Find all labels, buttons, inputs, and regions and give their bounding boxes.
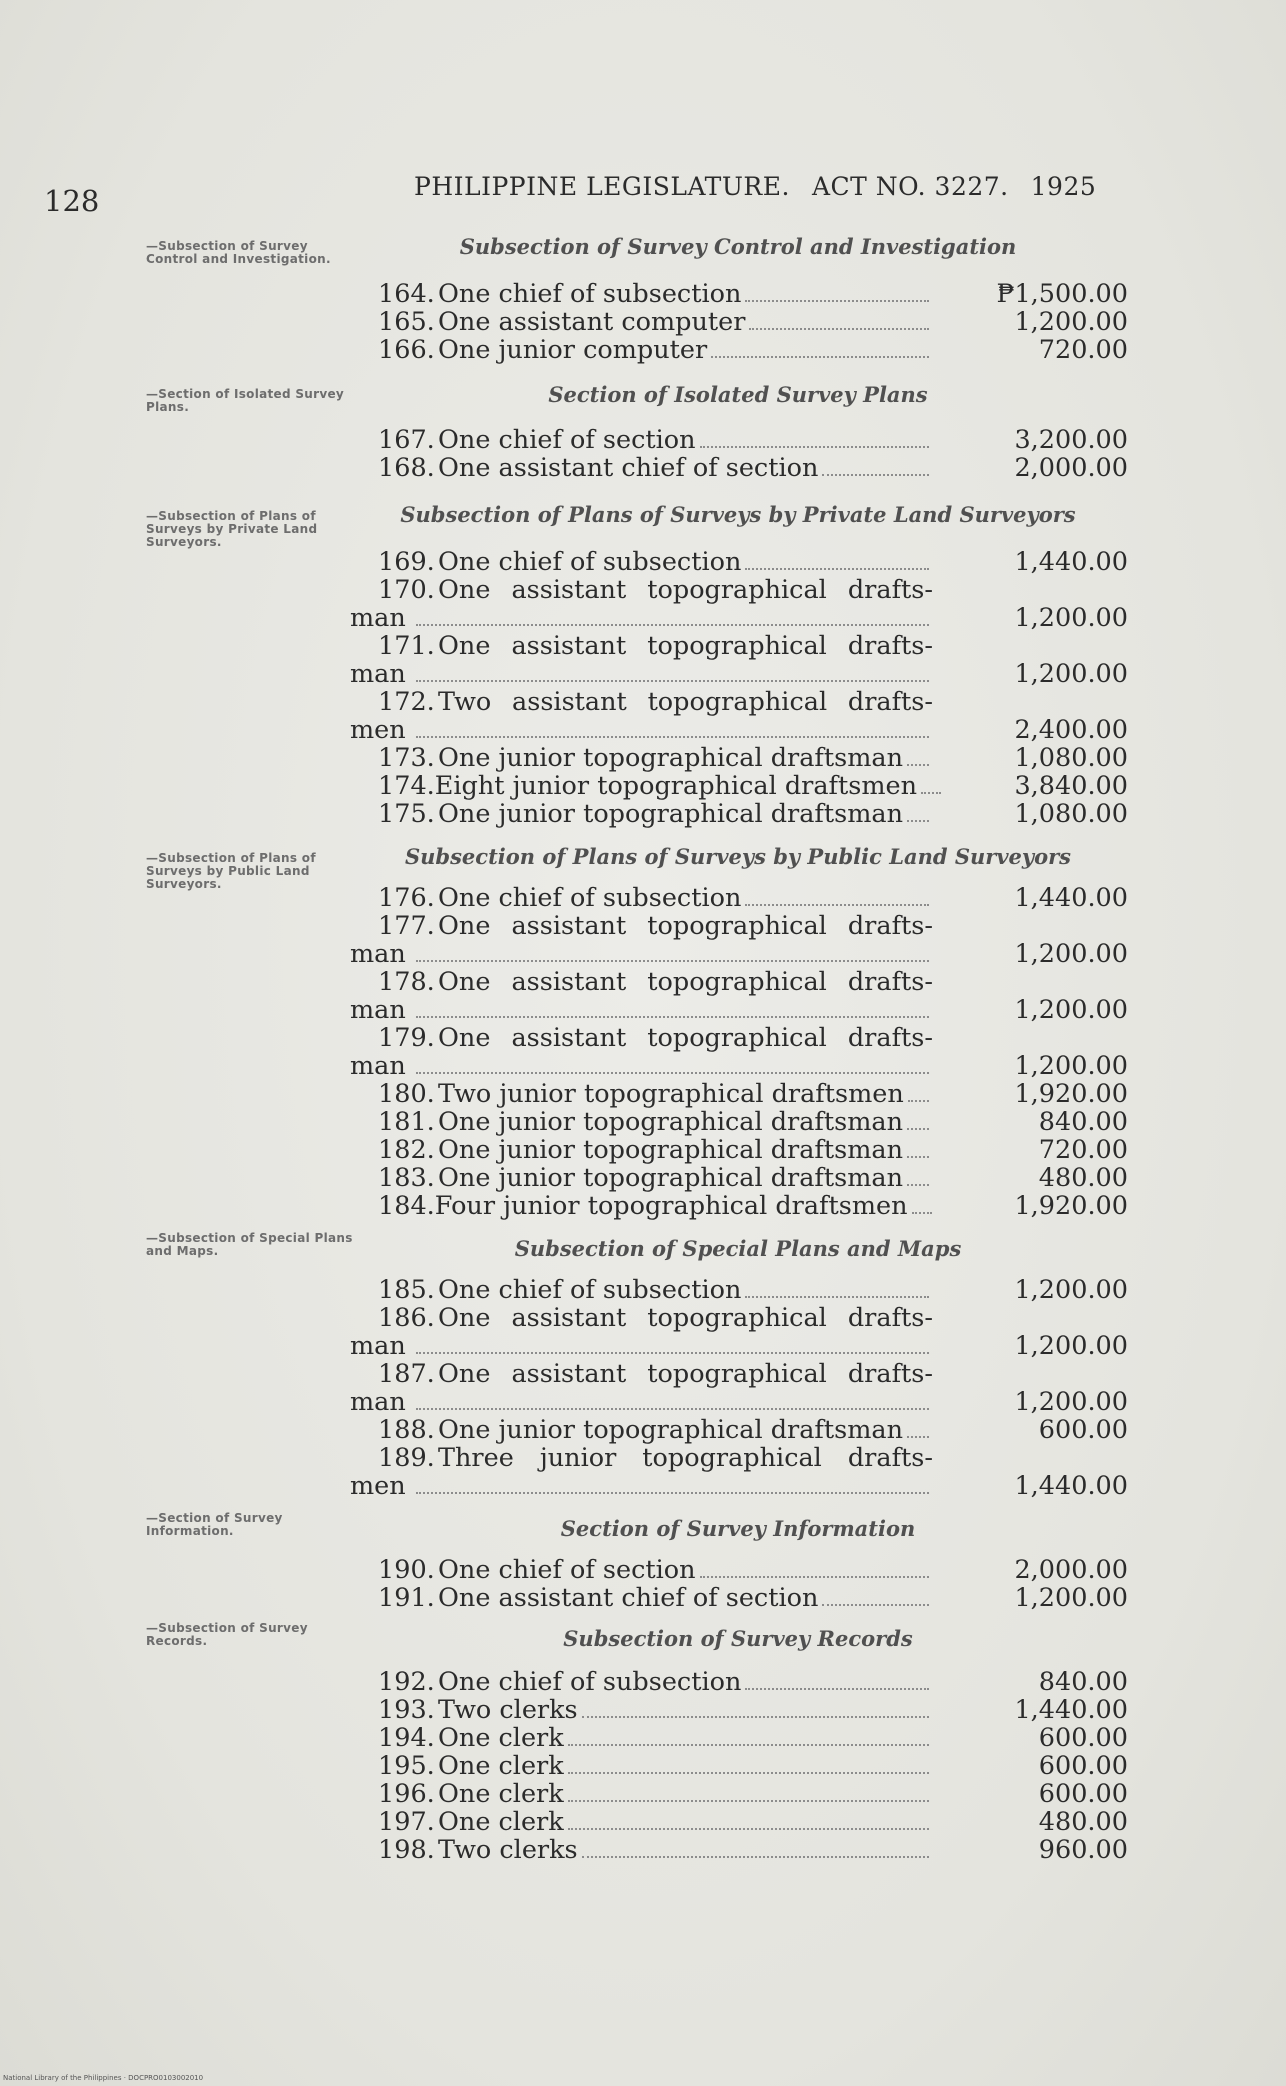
item-description: One junior topographical draftsman [438, 799, 904, 829]
continuation-text: man [350, 1051, 406, 1081]
leader-dots [908, 1100, 929, 1102]
section-heading: Subsection of Special Plans and Maps [514, 1236, 962, 1261]
item-amount: 1,440.00 [1014, 1471, 1128, 1501]
item-description: Three junior topographical drafts- [438, 1443, 933, 1473]
margin-note: —Subsection of Plans of Surveys by Private Land Surveyors. [146, 509, 318, 549]
item-number: 191. [378, 1583, 435, 1613]
item-amount: 600.00 [1038, 1751, 1128, 1781]
item-continuation [350, 1472, 933, 1500]
item-amount: 720.00 [1038, 1135, 1128, 1165]
leader-dots [568, 1828, 929, 1830]
item-amount: 2,000.00 [1014, 1555, 1128, 1585]
running-head-title: PHILIPPINE LEGISLATURE. [414, 172, 790, 201]
item-number: 194. [378, 1723, 435, 1753]
item-description: One assistant topographical drafts- [438, 1359, 933, 1389]
item-amount: 1,440.00 [1014, 883, 1128, 913]
item-number: 182. [378, 1135, 435, 1165]
item-amount: 1,440.00 [1014, 1695, 1128, 1725]
section-heading: Section of Survey Information [560, 1516, 916, 1541]
item-description: One junior topographical draftsman [438, 1107, 904, 1137]
item-description: One assistant topographical drafts- [438, 575, 933, 605]
item-number: 170. [378, 575, 435, 605]
item-amount: 600.00 [1038, 1723, 1128, 1753]
section-heading: Section of Isolated Survey Plans [548, 382, 928, 407]
leader-dots [568, 1744, 929, 1746]
item-description: Two clerks [438, 1835, 578, 1865]
item-line [378, 744, 933, 772]
leader-dots [745, 568, 929, 570]
margin-note: —Subsection of Plans of Surveys by Public Land Surveyors. [146, 851, 316, 891]
item-line [378, 1164, 933, 1192]
item-number: 174. [378, 771, 435, 801]
item-amount: 1,200.00 [1014, 603, 1128, 633]
item-amount: 1,200.00 [1014, 939, 1128, 969]
margin-note: —Section of Survey Information. [146, 1511, 283, 1538]
leader-dots [568, 1800, 929, 1802]
item-number: 197. [378, 1807, 435, 1837]
margin-note: —Subsection of Special Plans and Maps. [146, 1231, 353, 1258]
item-number: 176. [378, 883, 435, 913]
item-line [378, 1584, 933, 1612]
leader-dots [416, 960, 929, 962]
item-description: One chief of subsection [438, 547, 742, 577]
item-number: 178. [378, 967, 435, 997]
item-number: 196. [378, 1779, 435, 1809]
item-continuation [350, 1388, 933, 1416]
item-line [378, 632, 933, 660]
item-number: 193. [378, 1695, 435, 1725]
item-line [378, 772, 933, 800]
item-line [378, 1276, 933, 1304]
item-description: Two junior topographical draftsmen [438, 1079, 904, 1109]
item-description: One assistant topographical drafts- [438, 1303, 933, 1333]
item-line [378, 1108, 933, 1136]
leader-dots [745, 1296, 929, 1298]
item-description: One assistant topographical drafts- [438, 1023, 933, 1053]
leader-dots [749, 328, 929, 330]
item-description: One clerk [438, 1751, 564, 1781]
item-description: One chief of subsection [438, 279, 742, 309]
item-number: 187. [378, 1359, 435, 1389]
item-line [378, 1192, 933, 1220]
leader-dots [921, 792, 941, 794]
margin-note: —Subsection of Survey Records. [146, 1621, 308, 1648]
item-number: 177. [378, 911, 435, 941]
continuation-text: man [350, 1331, 406, 1361]
leader-dots [822, 1604, 929, 1606]
section-heading: Subsection of Survey Records [563, 1626, 913, 1651]
leader-dots [416, 736, 929, 738]
leader-dots [912, 1212, 932, 1214]
item-number: 171. [378, 631, 435, 661]
leader-dots [907, 1156, 929, 1158]
continuation-text: man [350, 995, 406, 1025]
item-number: 166. [378, 335, 435, 365]
leader-dots [416, 1072, 929, 1074]
item-line [378, 1444, 933, 1472]
item-continuation [350, 940, 933, 968]
leader-dots [582, 1856, 929, 1858]
item-line [378, 884, 933, 912]
leader-dots [416, 1492, 929, 1494]
leader-dots [907, 1128, 929, 1130]
item-amount: 720.00 [1038, 335, 1128, 365]
item-amount: 960.00 [1038, 1835, 1128, 1865]
item-amount: 1,200.00 [1014, 1331, 1128, 1361]
running-head-year: 1925 [1030, 172, 1097, 201]
item-line [378, 1416, 933, 1444]
item-number: 179. [378, 1023, 435, 1053]
continuation-text: men [350, 715, 406, 745]
item-description: One assistant topographical drafts- [438, 631, 933, 661]
item-continuation [350, 660, 933, 688]
item-description: One assistant topographical drafts- [438, 967, 933, 997]
item-description: One junior topographical draftsman [438, 1163, 904, 1193]
item-amount: 480.00 [1038, 1807, 1128, 1837]
leader-dots [700, 1576, 929, 1578]
leader-dots [582, 1716, 929, 1718]
item-line [378, 1696, 933, 1724]
item-description: Two clerks [438, 1695, 578, 1725]
item-amount: 480.00 [1038, 1163, 1128, 1193]
item-description: One junior computer [438, 335, 708, 365]
item-number: 169. [378, 547, 435, 577]
section-heading: Subsection of Survey Control and Investigation [459, 234, 1017, 259]
page-number: 128 [44, 184, 100, 218]
item-amount: 600.00 [1038, 1779, 1128, 1809]
item-number: 184. [378, 1191, 435, 1221]
item-line [378, 1024, 933, 1052]
item-continuation [350, 996, 933, 1024]
item-line [378, 800, 933, 828]
item-description: Four junior topographical draftsmen [434, 1191, 908, 1221]
item-amount: 3,840.00 [1014, 771, 1128, 801]
item-amount: 600.00 [1038, 1415, 1128, 1445]
leader-dots [907, 1184, 929, 1186]
item-amount: 1,200.00 [1014, 307, 1128, 337]
item-amount: 2,400.00 [1014, 715, 1128, 745]
item-line [378, 1080, 933, 1108]
leader-dots [822, 474, 929, 476]
item-number: 167. [378, 425, 435, 455]
item-amount: 1,200.00 [1014, 1051, 1128, 1081]
item-description: One assistant computer [438, 307, 746, 337]
item-continuation [350, 1052, 933, 1080]
item-description: One assistant topographical drafts- [438, 911, 933, 941]
leader-dots [907, 820, 929, 822]
item-description: One junior topographical draftsman [438, 1415, 904, 1445]
item-line [378, 1136, 933, 1164]
item-number: 173. [378, 743, 435, 773]
item-continuation [350, 1332, 933, 1360]
item-line [378, 1668, 933, 1696]
item-number: 165. [378, 307, 435, 337]
item-line [378, 280, 933, 308]
item-line [378, 1556, 933, 1584]
item-line [378, 1724, 933, 1752]
item-number: 185. [378, 1275, 435, 1305]
item-number: 181. [378, 1107, 435, 1137]
item-line [378, 426, 933, 454]
item-line [378, 1304, 933, 1332]
item-description: One chief of subsection [438, 1275, 742, 1305]
item-amount: 1,920.00 [1014, 1191, 1128, 1221]
section-heading: Subsection of Plans of Surveys by Private Land Surveyors [400, 502, 1076, 527]
leader-dots [711, 356, 929, 358]
item-line [378, 968, 933, 996]
item-amount: 1,200.00 [1014, 659, 1128, 689]
item-description: One junior topographical draftsman [438, 743, 904, 773]
item-description: One assistant chief of section [438, 453, 819, 483]
continuation-text: man [350, 939, 406, 969]
item-amount: 3,200.00 [1014, 425, 1128, 455]
item-line [378, 308, 933, 336]
item-number: 164. [378, 279, 435, 309]
leader-dots [700, 446, 929, 448]
item-line [378, 1752, 933, 1780]
item-amount: ₱1,500.00 [996, 279, 1128, 309]
continuation-text: man [350, 603, 406, 633]
continuation-text: men [350, 1471, 406, 1501]
item-line [378, 1360, 933, 1388]
item-description: Two assistant topographical drafts- [438, 687, 933, 717]
item-number: 186. [378, 1303, 435, 1333]
item-number: 168. [378, 453, 435, 483]
item-description: One junior topographical draftsman [438, 1135, 904, 1165]
item-number: 190. [378, 1555, 435, 1585]
item-amount: 1,200.00 [1014, 1387, 1128, 1417]
item-amount: 840.00 [1038, 1667, 1128, 1697]
item-description: One clerk [438, 1723, 564, 1753]
item-amount: 840.00 [1038, 1107, 1128, 1137]
leader-dots [416, 624, 929, 626]
continuation-text: man [350, 1387, 406, 1417]
item-description: One chief of subsection [438, 1667, 742, 1697]
leader-dots [416, 680, 929, 682]
footer-credit: National Library of the Philippines · DOCPRO0103002010 [3, 2074, 204, 2082]
item-description: One clerk [438, 1779, 564, 1809]
item-description: Eight junior topographical draftsmen [434, 771, 918, 801]
item-amount: 2,000.00 [1014, 453, 1128, 483]
item-amount: 1,080.00 [1014, 743, 1128, 773]
item-line [378, 1836, 933, 1864]
item-amount: 1,200.00 [1014, 995, 1128, 1025]
leader-dots [568, 1772, 929, 1774]
section-heading: Subsection of Plans of Surveys by Public Land Surveyors [404, 844, 1071, 869]
item-continuation [350, 604, 933, 632]
item-description: One chief of section [438, 425, 696, 455]
leader-dots [416, 1016, 929, 1018]
item-line [378, 1780, 933, 1808]
leader-dots [907, 1436, 929, 1438]
leader-dots [416, 1408, 929, 1410]
item-number: 192. [378, 1667, 435, 1697]
leader-dots [745, 300, 929, 302]
item-description: One chief of subsection [438, 883, 742, 913]
item-number: 172. [378, 687, 435, 717]
item-amount: 1,920.00 [1014, 1079, 1128, 1109]
continuation-text: man [350, 659, 406, 689]
item-amount: 1,200.00 [1014, 1583, 1128, 1613]
leader-dots [416, 1352, 929, 1354]
margin-note: —Section of Isolated Survey Plans. [146, 387, 345, 414]
item-continuation [350, 716, 933, 744]
item-number: 188. [378, 1415, 435, 1445]
leader-dots [745, 1688, 929, 1690]
item-line [378, 688, 933, 716]
running-head-act: ACT NO. 3227. [811, 172, 1009, 201]
item-line [378, 1808, 933, 1836]
item-description: One assistant chief of section [438, 1583, 819, 1613]
item-description: One chief of section [438, 1555, 696, 1585]
running-head [414, 172, 1096, 201]
item-line [378, 454, 933, 482]
item-line [378, 336, 933, 364]
item-amount: 1,440.00 [1014, 547, 1128, 577]
leader-dots [745, 904, 929, 906]
item-number: 175. [378, 799, 435, 829]
item-number: 180. [378, 1079, 435, 1109]
leader-dots [907, 764, 929, 766]
item-amount: 1,080.00 [1014, 799, 1128, 829]
item-line [378, 576, 933, 604]
item-number: 183. [378, 1163, 435, 1193]
margin-note: —Subsection of Survey Control and Investigation. [146, 239, 331, 266]
item-amount: 1,200.00 [1014, 1275, 1128, 1305]
item-number: 189. [378, 1443, 435, 1473]
item-number: 198. [378, 1835, 435, 1865]
item-description: One clerk [438, 1807, 564, 1837]
item-line [378, 912, 933, 940]
item-line [378, 548, 933, 576]
item-number: 195. [378, 1751, 435, 1781]
